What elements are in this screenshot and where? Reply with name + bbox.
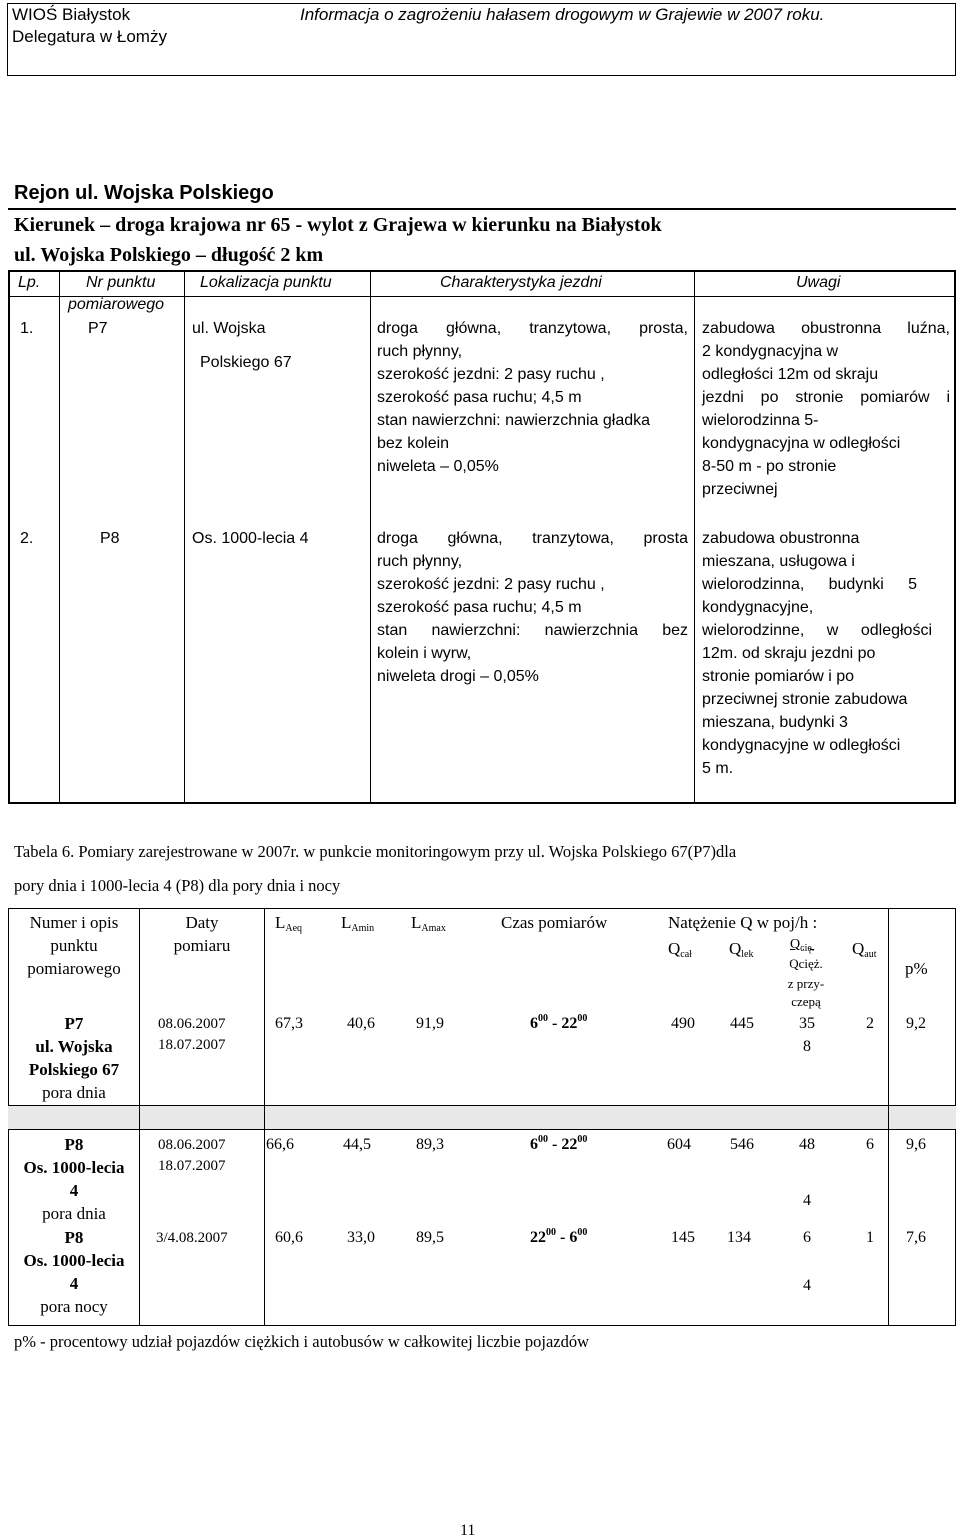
t2-header-qcie: $Q_{cię.}$ [790,937,815,954]
t2-row3-qcal: 145 [671,1229,695,1246]
t2-header-qciez-3: czepą [791,994,821,1009]
t2-row3-qaut: 1 [866,1229,874,1246]
t2-row2-point: P8 [64,1135,84,1154]
t2-header-time: Czas pomiarów [501,913,608,932]
t2-row2-pct: 9,6 [906,1136,926,1153]
t2-row1-date: 18.07.2007 [158,1037,226,1053]
row2-notes-line: 12m. od skraju jezdni po [702,645,876,662]
t2-row1-pct: 9,2 [906,1015,926,1032]
row2-notes-line: mieszana, usługowa i [702,553,855,570]
header-location: Lokalizacja punktu [200,274,332,291]
t2-row2-qcal: 604 [667,1136,691,1153]
t2-row1-lamin: 40,6 [347,1015,375,1032]
table-divider [264,908,265,1326]
t2-row3-point: 4 [69,1274,79,1293]
t2-row3-lamin: 33,0 [347,1229,375,1246]
row1-road-line: droga główna, tranzytowa, prosta, [377,320,688,337]
table-divider [694,270,695,804]
row2-point: P8 [100,530,120,547]
t2-row3-point: P8 [64,1228,84,1247]
header-point-2: pomiarowego [68,296,165,313]
header-road: Charakterystyka jezdni [440,274,602,291]
t2-header-pct: p% [905,959,928,978]
t2-header-qcal: $Q_{cał}$ [668,939,692,960]
t2-header-qciez: Qcięż. [789,956,823,971]
row2-road-line: stan nawierzchni: nawierzchnia bez [377,622,688,639]
row2-notes-line: przeciwnej stronie zabudowa [702,691,908,708]
header-org-line1: WIOŚ Białystok [12,5,131,24]
t2-header-lamin: $L_{Amin}$ [341,913,375,934]
row2-notes-line: zabudowa obustronna [702,530,860,547]
t2-row2-date: 08.06.2007 [158,1137,226,1153]
row2-notes-line: wielorodzinne, w odległości [702,622,932,639]
t2-row3-point: Os. 1000-lecia [23,1251,125,1270]
table-divider [59,270,60,804]
t2-header-intensity: Natężenie Q w poj/h : [668,913,818,932]
table-divider [184,270,185,804]
t2-row2-point: pora dnia [42,1204,106,1223]
t2-row1-point: P7 [64,1014,84,1033]
row1-road-line: ruch płynny, [377,343,463,360]
t2-row3-date: 3/4.08.2007 [156,1230,228,1246]
row2-notes-line: stronie pomiarów i po [702,668,855,685]
page-number: 11 [460,1522,476,1539]
t2-header-point: pomiarowego [27,959,121,978]
row1-road-line: szerokość pasa ruchu; 4,5 m [377,389,582,406]
header-title: Informacja o zagrożeniu hałasem drogowym w Grajewie w 2007 roku. [300,5,825,24]
row1-location: ul. Wojska [192,320,266,337]
t2-row2-qcie: 48 [799,1136,815,1153]
t2-header-qlek: $Q_{lek}$ [729,939,754,960]
table-divider [139,908,140,1326]
t2-row1-qcie: 35 [799,1015,815,1032]
row1-notes-line: 2 kondygnacyjna w [702,343,839,360]
row1-notes-line: zabudowa obustronna luźna, [702,320,950,337]
row1-notes-line: jezdni po stronie pomiarów i [702,389,950,406]
t2-row3-qlek: 134 [727,1229,751,1246]
t2-header-laeq: $L_{Aeq}$ [275,913,303,934]
t2-header-dates: pomiaru [173,936,231,955]
t2-header-qaut: $Q_{aut}$ [852,939,877,960]
table-caption: Tabela 6. Pomiary zarejestrowane w 2007r. w punkcie monitoringowym przy ul. Wojska Polskiego 67(P7)dla [14,842,737,861]
t2-row2-qaut: 6 [866,1136,874,1153]
row2-road-line: niweleta drogi – 0,05% [377,668,539,685]
row2-notes-line: kondygnacyjne w odległości [702,737,901,754]
t2-row3-qcie: 6 [803,1229,811,1246]
section-region: Rejon ul. Wojska Polskiego [14,182,274,204]
t2-row1-qcal: 490 [671,1015,695,1032]
section-length: ul. Wojska Polskiego – długość 2 km [14,244,324,266]
t2-row3-lamax: 89,5 [416,1229,444,1246]
t2-row2-lamax: 89,3 [416,1136,444,1153]
t2-row2-time: $6^{00} - 22^{00}$ [530,1134,588,1153]
row2-notes-line: kondygnacyjne, [702,599,814,616]
row2-notes-line: mieszana, budynki 3 [702,714,848,731]
t2-row1-point: pora dnia [42,1083,106,1102]
row1-road-line: szerokość jezdni: 2 pasy ruchu , [377,366,605,383]
t2-row1-qciez: 8 [803,1038,811,1055]
t2-row3-point: pora nocy [40,1297,108,1316]
header-notes: Uwagi [796,274,841,291]
t2-row3-qciez: 4 [803,1277,811,1294]
t2-row2-lamin: 44,5 [343,1136,371,1153]
row1-location-2: Polskiego 67 [200,354,292,371]
t2-row2-laeq: 66,6 [266,1136,294,1153]
t2-row1-laeq: 67,3 [275,1015,303,1032]
t2-row1-point: ul. Wojska [35,1037,113,1056]
row2-road-line: szerokość jezdni: 2 pasy ruchu , [377,576,605,593]
t2-row1-point: Polskiego 67 [28,1060,120,1079]
row2-lp: 2. [20,530,34,547]
t2-row3-time: $22^{00} - 6^{00}$ [530,1227,588,1246]
table-caption-2: pory dnia i 1000-lecia 4 (P8) dla pory dnia i nocy [14,876,341,895]
row1-road-line: stan nawierzchni: nawierzchnia gładka [377,412,651,429]
header-lp: Lp. [18,274,41,291]
row2-location: Os. 1000-lecia 4 [192,530,309,547]
footnote: p% - procentowy udział pojazdów ciężkich i autobusów w całkowitej liczbie pojazdów [14,1332,590,1351]
row1-point: P7 [88,320,108,337]
row1-notes-line: 8-50 m - po stronie [702,458,837,475]
t2-header-point: punktu [50,936,98,955]
table-spacer-row [8,1105,956,1130]
table-divider [370,270,371,804]
t2-header-lamax: $L_{Amax}$ [411,913,446,934]
row1-lp: 1. [20,320,34,337]
row2-road-line: ruch płynny, [377,553,463,570]
t2-row1-date: 08.06.2007 [158,1016,226,1032]
row2-road-line: kolein i wyrw, [377,645,472,662]
table-divider [888,908,889,1326]
row1-road-line: niweleta – 0,05% [377,458,499,475]
row1-notes-line: przeciwnej [702,481,778,498]
row1-notes-line: wielorodzinna 5- [702,412,819,429]
row2-road-line: szerokość pasa ruchu; 4,5 m [377,599,582,616]
t2-header-point: Numer i opis [29,913,119,932]
t2-row1-lamax: 91,9 [416,1015,444,1032]
t2-header-dates: Daty [185,913,219,932]
t2-row2-point: 4 [69,1181,79,1200]
t2-row1-time: $6^{00} - 22^{00}$ [530,1013,588,1032]
section-direction: Kierunek – droga krajowa nr 65 - wylot z Grajewa w kierunku na Białystok [14,214,662,236]
divider [8,208,956,210]
t2-row3-laeq: 60,6 [275,1229,303,1246]
t2-row2-qlek: 546 [730,1136,754,1153]
t2-row2-point: Os. 1000-lecia [23,1158,125,1177]
header-org-line2: Delegatura w Łomży [12,27,167,46]
t2-header-qciez-2: z przy- [787,976,825,991]
row1-road-line: bez kolein [377,435,450,452]
row1-notes-line: kondygnacyjna w odległości [702,435,901,452]
row2-notes-line: wielorodzinna, budynki 5 [702,576,917,593]
row2-road-line: droga główna, tranzytowa, prosta [377,530,688,547]
t2-row1-qlek: 445 [730,1015,754,1032]
row2-notes-line: 5 m. [702,760,734,777]
t2-row2-date: 18.07.2007 [158,1158,226,1174]
header-point: Nr punktu [86,274,156,291]
t2-row1-qaut: 2 [866,1015,874,1032]
row1-notes-line: odległości 12m od skraju [702,366,879,383]
t2-row3-pct: 7,6 [906,1229,926,1246]
t2-row2-qciez: 4 [803,1192,811,1209]
